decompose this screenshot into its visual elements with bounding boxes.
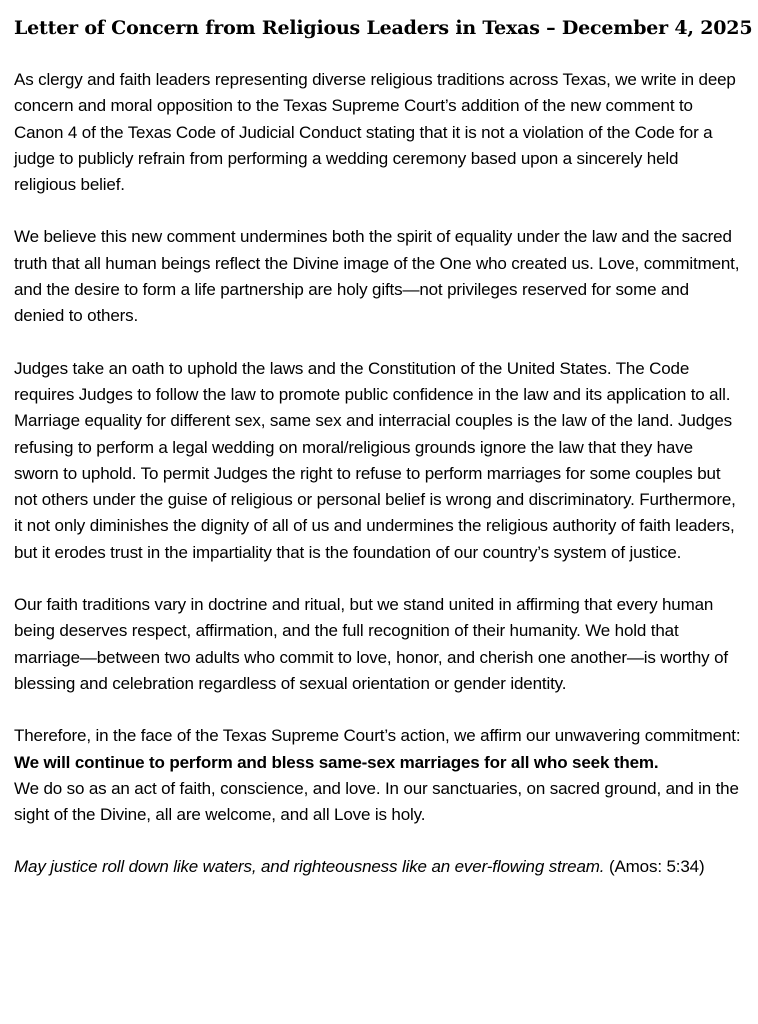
- paragraph-faith-traditions: Our faith traditions vary in doctrine and ritual, but we stand united in affirming that every human being deserves respect, affirmation, and the full recognition of their humanity. We hold that marriage—between two adults who commit to love, honor, and cherish one another—is worthy of blessing and celebration regardless of sexual orientation or gender identity.: [14, 595, 728, 693]
- commitment-intro: Therefore, in the face of the Texas Supreme Court’s action, we affirm our unwavering commitment:: [14, 726, 741, 746]
- paragraph-opening: As clergy and faith leaders representing diverse religious traditions across Texas, we write in deep concern and moral opposition to the Texas Supreme Court’s addition of the new comment to Canon 4 of the Texas Code of Judicial Conduct stating that it is not a violation of the Code for a judge to publicly refrain from performing a wedding ceremony based upon a sincerely held religious belief.: [14, 70, 736, 195]
- paragraph-equality: We believe this new comment undermines both the spirit of equality under the law and the sacred truth that all human beings reflect the Divine image of the One who created us. Love, commitment, and the desire to form a life partnership are holy gifts—not privileges reserved for some and denied to others.: [14, 227, 740, 326]
- closing-citation: (Amos: 5:34): [604, 857, 705, 877]
- commitment-rest: We do so as an act of faith, conscience, and love. In our sanctuaries, on sacred ground, and in the sight of the Divine, all are welcome, and all Love is holy.: [14, 778, 739, 825]
- paragraph-judges-oath: Judges take an oath to uphold the laws and the Constitution of the United States. The Code requires Judges to follow the law to promote public confidence in the law and its application to all. Marriage equality for different sex, same sex and interracial couples is the law of the land. Judges refusing to perform a legal wedding on moral/religious grounds ignore the law that they have sworn to uphold. To permit Judges the right to refuse to perform marriages for some couples but not others under the guise of religious or personal belief is wrong and discriminatory. Furthermore, it not only diminishes the dignity of all of us and undermines the religious authority of faith leaders, but it erodes trust in the impartiality that is the foundation of our country’s system of justice.: [14, 358, 736, 562]
- paragraph-commitment: [14, 723, 742, 828]
- letter-document: [14, 14, 753, 907]
- closing-quote: May justice roll down like waters, and righteousness like an ever-flowing stream.: [14, 857, 605, 877]
- commitment-statement: We will continue to perform and bless same-sex marriages for all who seek them.: [14, 752, 659, 772]
- document-title: Letter of Concern from Religious Leaders in Texas – December 4, 2025: [14, 17, 753, 39]
- closing-paragraph: [14, 854, 742, 880]
